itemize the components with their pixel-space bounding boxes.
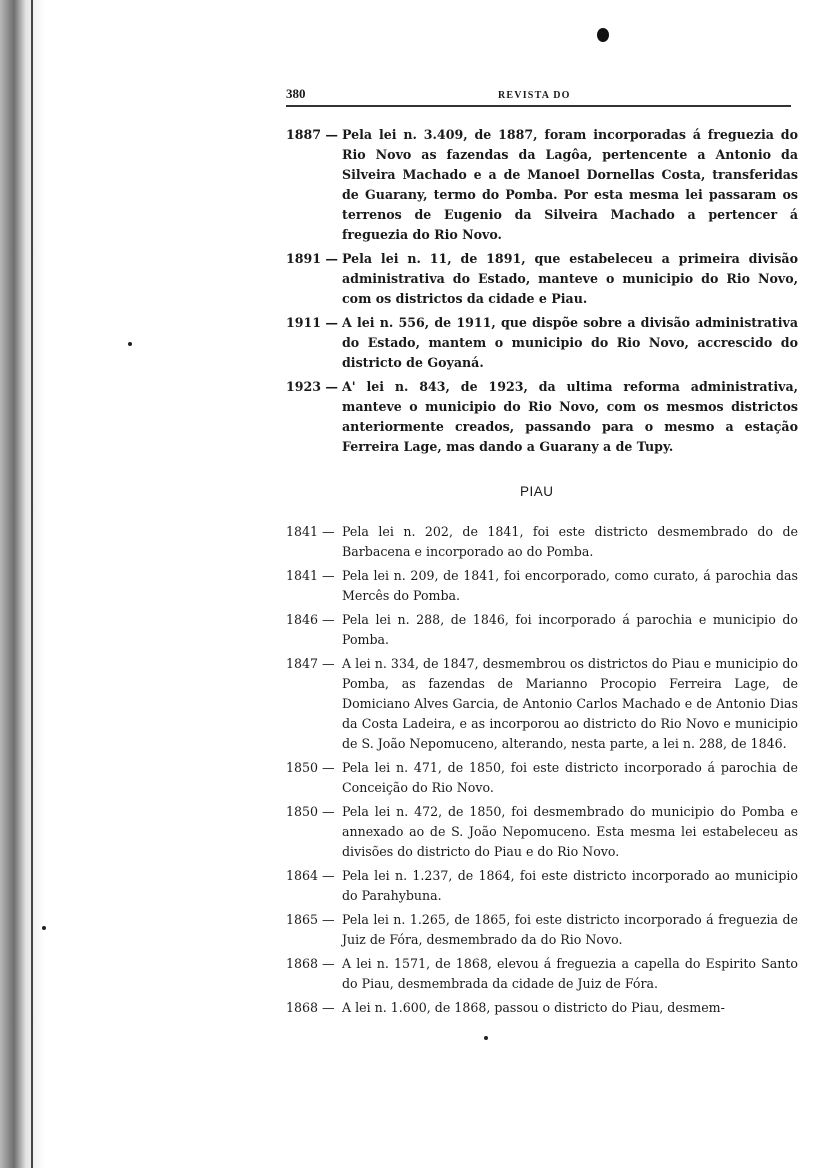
entry-text: Pela lei n. 1.265, de 1865, foi este districto incorporado á freguezia de Juiz de Fóra, desmembrado da do Rio Novo. (342, 912, 798, 947)
entry-text: Pela lei n. 202, de 1841, foi este districto desmembrado do de Barbacena e incorporado ao do Pomba. (342, 524, 798, 559)
legislation-list-piau (286, 522, 798, 1022)
entry-text: A lei n. 556, de 1911, que dispõe sobre a divisão administrativa do Estado, mantem o municipio do Rio Novo, accrescido do districto de Goyaná. (342, 315, 798, 370)
entry-text: Pela lei n. 209, de 1841, foi encorporado, como curato, á parochia das Mercês do Pomba. (342, 568, 798, 603)
entry-year: 1868 — (286, 1000, 335, 1015)
list-item (286, 954, 798, 994)
entry-text: A lei n. 1571, de 1868, elevou á freguezia a capella do Espirito Santo do Piau, desmembrada da cidade de Juiz de Fóra. (342, 956, 798, 991)
list-item (286, 610, 798, 650)
entry-year: 1891 — (286, 251, 339, 266)
entry-text: Pela lei n. 3.409, de 1887, foram incorporadas á freguezia do Rio Novo as fazendas da Lagôa, pertencente a Antonio da Silveira Machado e a de Manoel Dornellas Costa, transferidas de Guarany, termo do Pomba. Por esta mesma lei passaram os terrenos de Eugenio da Silveira Machado a pertencer á freguezia do Rio Novo. (342, 127, 798, 242)
list-item (286, 802, 798, 862)
entry-text: A lei n. 1.600, de 1868, passou o districto do Piau, desmem- (342, 1000, 725, 1015)
entry-year: 1841 — (286, 568, 335, 583)
list-item (286, 313, 798, 373)
list-item (286, 249, 798, 309)
entry-year: 1865 — (286, 912, 335, 927)
section-title: PIAU (520, 484, 554, 499)
ink-speck (128, 342, 132, 346)
punch-hole-mark (597, 28, 609, 42)
entry-year: 1850 — (286, 760, 335, 775)
list-item (286, 522, 798, 562)
list-item (286, 866, 798, 906)
entry-text: Pela lei n. 11, de 1891, que estabeleceu a primeira divisão administrativa do Estado, manteve o municipio do Rio Novo, com os districtos da cidade e Piau. (342, 251, 798, 306)
entry-year: 1864 — (286, 868, 335, 883)
entry-text: Pela lei n. 472, de 1850, foi desmembrado do municipio do Pomba e annexado ao de S. João Nepomuceno. Esta mesma lei estabeleceu as divisões do districto do Piau e do Rio Novo. (342, 804, 798, 859)
ink-speck (42, 926, 46, 930)
entry-year: 1846 — (286, 612, 335, 627)
entry-year: 1841 — (286, 524, 335, 539)
binding-edge (31, 0, 33, 1168)
list-item (286, 910, 798, 950)
book-spine-shadow (0, 0, 44, 1168)
list-item (286, 998, 798, 1018)
entry-text: A lei n. 334, de 1847, desmembrou os districtos do Piau e municipio do Pomba, as fazendas de Marianno Procopio Ferreira Lage, de Domiciano Alves Garcia, de Antonio Carlos Machado e de Antonio Dias da Costa Ladeira, e as incorporou ao districto do Rio Novo e municipio de S. João Nepomuceno, alterando, nesta parte, a lei n. 288, de 1846. (342, 656, 798, 751)
entry-year: 1911 — (286, 315, 339, 330)
entry-year: 1923 — (286, 379, 339, 394)
list-item (286, 654, 798, 754)
page-number: 380 (286, 86, 306, 101)
entry-year: 1850 — (286, 804, 335, 819)
entry-year: 1847 — (286, 656, 335, 671)
list-item (286, 125, 798, 245)
list-item (286, 377, 798, 457)
list-item (286, 758, 798, 798)
list-item (286, 566, 798, 606)
entry-text: Pela lei n. 288, de 1846, foi incorporado á parochia e municipio do Pomba. (342, 612, 798, 647)
entry-year: 1868 — (286, 956, 335, 971)
ink-speck (484, 1036, 488, 1040)
header-rule (286, 105, 791, 107)
entry-year: 1887 — (286, 127, 339, 142)
entry-text: A' lei n. 843, de 1923, da ultima reforma administrativa, manteve o municipio do Rio Novo, com os mesmos districtos anteriormente creados, passando para o mesmo a estação Ferreira Lage, mas dando a Guarany a de Tupy. (342, 379, 798, 454)
running-head: REVISTA DO (498, 90, 571, 101)
legislation-list-rio-novo (286, 125, 798, 461)
entry-text: Pela lei n. 1.237, de 1864, foi este districto incorporado ao municipio do Parahybuna. (342, 868, 798, 903)
entry-text: Pela lei n. 471, de 1850, foi este districto incorporado á parochia de Conceição do Rio Novo. (342, 760, 798, 795)
